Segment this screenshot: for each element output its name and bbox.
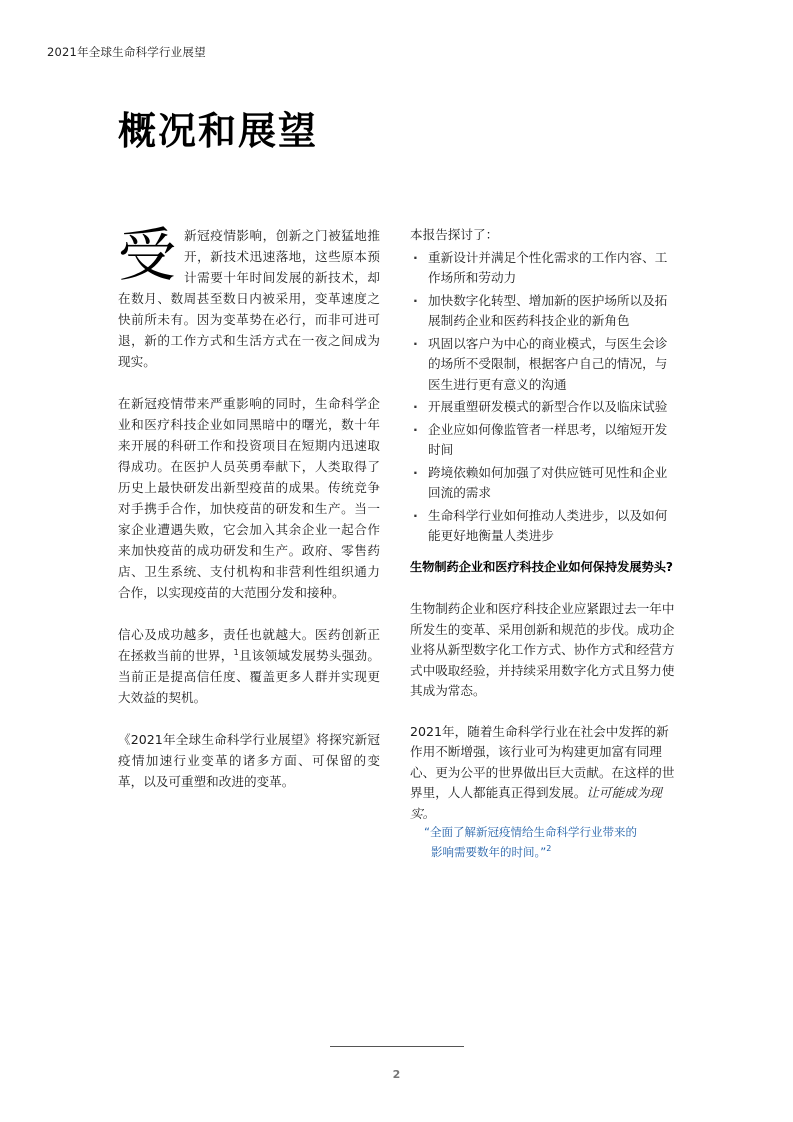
page-title: 概况和展望 [118, 109, 319, 153]
paragraph-momentum: 生物制药企业和医疗科技企业应紧跟过去一年中所发生的变革、采用创新和规范的步伐。成功企业将从新型数字化工作方式、协作方式和经营方式中吸取经验，并持续采用数字化方式且努力使其成为常态。 [410, 601, 675, 698]
paragraph-2021 [410, 722, 675, 825]
paragraph-responsibility-a: 信心及成功越多，责任也就越大。医药创新正在拯救当前的世界， [118, 627, 380, 663]
running-header: 2021年全球生命科学行业展望 [47, 45, 206, 59]
list-item: · 巩固以客户为中心的商业模式，与医生会诊的场所不受限制，根据客户自己的情况，与医生进行更有意义的沟通 [410, 334, 675, 396]
pull-quote-line-2-wrap [424, 842, 664, 862]
intro-paragraph [118, 221, 380, 372]
pull-quote-line-2: 影响需要数年的时间。” [431, 845, 547, 859]
list-item: · 企业应如何像监管者一样思考，以缩短开发时间 [410, 420, 675, 461]
list-item: · 重新设计并满足个性化需求的工作内容、工作场所和劳动力 [410, 248, 675, 289]
paragraph-responsibility [118, 624, 380, 708]
footer-divider [330, 1046, 464, 1047]
pull-quote-line-1: “全面了解新冠疫情给生命科学行业带来的 [424, 825, 637, 839]
paragraph-2021-text: 2021年，随着生命科学行业在社会中发挥的新作用不断增强，该行业可为构建更加富有同理心、更为公平的世界做出巨大贡献。在这样的世界里，人人都能真正得到发展。 [410, 723, 675, 800]
topics-intro: 本报告探讨了： [410, 227, 499, 242]
list-item: · 开展重塑研发模式的新型合作以及临床试验 [410, 397, 675, 418]
footnote-ref-2[interactable]: 2 [546, 844, 552, 854]
list-item: · 生命科学行业如何推动人类进步，以及如何能更好地衡量人类进步 [410, 506, 675, 547]
footnote-ref-1[interactable]: 1 [233, 647, 239, 657]
pull-quote [424, 822, 664, 862]
list-item: · 跨境依赖如何加强了对供应链可见性和企业回流的需求 [410, 463, 675, 504]
list-item: · 加快数字化转型、增加新的医护场所以及拓展制药企业和医药科技企业的新角色 [410, 291, 675, 332]
topics-list [410, 248, 675, 547]
left-column [118, 221, 381, 813]
page-number: 2 [392, 1068, 401, 1081]
intro-paragraph-text: 新冠疫情影响，创新之门被猛地推开，新技术迅速落地，这些原本预计需要十年时间发展的新技术，却在数月、数周甚至数日内被采用，变革速度之快前所未有。因为变革势在必行，而非可进可退，新的工作方式和生活方式在一夜之间成为现实。 [118, 228, 380, 369]
paragraph-report-scope: 《2021年全球生命科学行业展望》将探究新冠疫情加速行业变革的诸多方面、可保留的变革，以及可重塑和改进的变革。 [118, 732, 380, 789]
drop-cap: 受 [118, 221, 177, 289]
paragraph-2021-italic: 让可能成为现实。 [410, 785, 662, 821]
right-column [410, 225, 675, 844]
paragraph-vaccine: 在新冠疫情带来严重影响的同时，生命科学企业和医疗科技企业如同黑暗中的曙光，数十年来开展的科研工作和投资项目在短期内迅速取得成功。在医护人员英勇奉献下，人类取得了历史上最快研发出新型疫苗的成果。传统竞争对手携手合作，加快疫苗的研发和生产。当一家企业遭遇失败，它会加入其余企业一起合作来加快疫苗的成功研发和生产。政府、零售药店、卫生系统、支付机构和非营利性组织通力合作，以实现疫苗的大范围分发和接种。 [118, 396, 380, 600]
paragraph-responsibility-b: 且该领域发展势头强劲。当前正是提高信任度、覆盖更多人群并实现更大效益的契机。 [118, 648, 381, 705]
section-subhead: 生物制药企业和医疗科技企业如何保持发展势头? [410, 559, 674, 574]
